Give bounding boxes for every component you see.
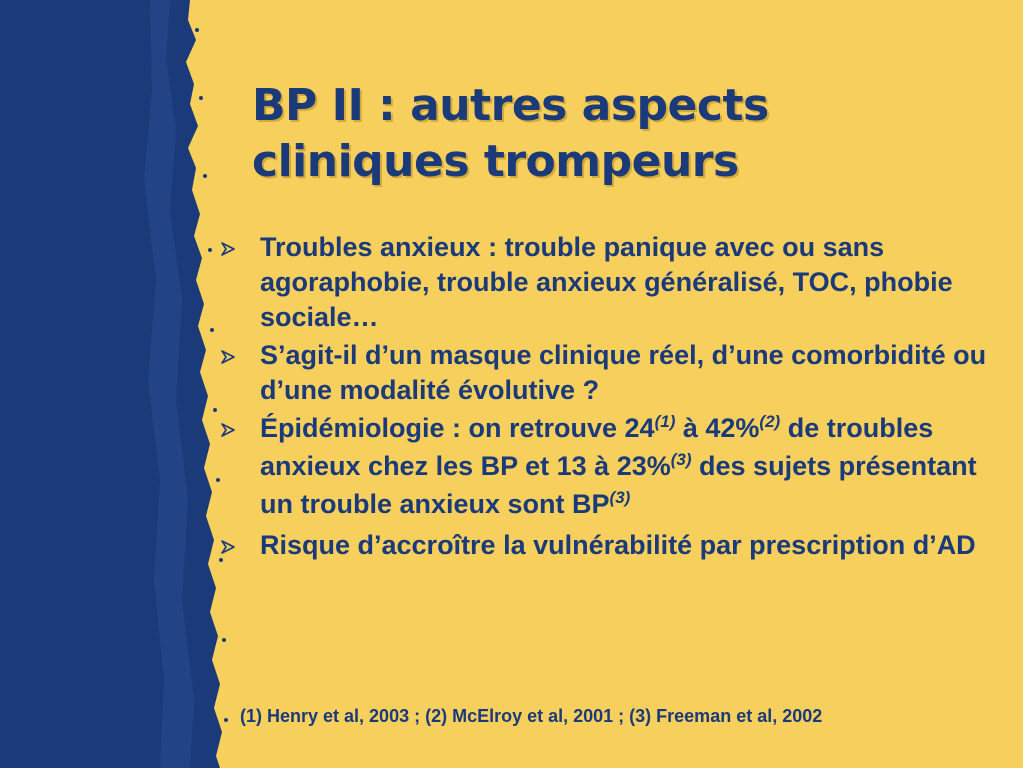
arrowhead-bullet-icon [220, 540, 236, 554]
epidemiology-text-4: des sujets présentant un trouble anxieux sont BP [260, 451, 977, 519]
decorative-blue-band [0, 0, 240, 768]
bullet-text [260, 411, 994, 525]
bullet-text: S’agit-il d’un masque clinique réel, d’une comorbidité ou d’une modalité évolutive ? [260, 340, 987, 405]
references-footnote: (1) Henry et al, 2003 ; (2) McElroy et al, 2001 ; (3) Freeman et al, 2002 [240, 706, 823, 726]
bullet-item [214, 338, 994, 408]
reference-marker: (1) [654, 412, 676, 431]
bullet-text: Risque d’accroître la vulnérabilité par prescription d’AD [260, 530, 976, 560]
reference-marker: (2) [759, 412, 781, 431]
epidemiology-text-3: de troubles anxieux chez les BP et 13 à 23% [260, 413, 934, 481]
title-line-2: cliniques trompeurs [252, 136, 739, 187]
slide-title [252, 78, 992, 190]
bullet-text: Troubles anxieux : trouble panique avec ou sans agoraphobie, trouble anxieux généralisé, TOC, phobie sociale… [260, 232, 953, 332]
reference-marker: (3) [670, 450, 692, 469]
arrowhead-bullet-icon [220, 242, 236, 256]
arrowhead-bullet-icon [220, 423, 236, 437]
bullet-item [214, 411, 994, 525]
title-line-1: BP II : autres aspects [252, 80, 769, 131]
reference-marker: (3) [609, 488, 631, 507]
epidemiology-text-1: Épidémiologie : on retrouve 24 [260, 413, 655, 443]
epidemiology-text-2: à 42% [675, 413, 760, 443]
bullet-item [214, 230, 994, 335]
bullet-list [214, 230, 994, 566]
arrowhead-bullet-icon [220, 350, 236, 364]
bullet-item [214, 528, 994, 563]
